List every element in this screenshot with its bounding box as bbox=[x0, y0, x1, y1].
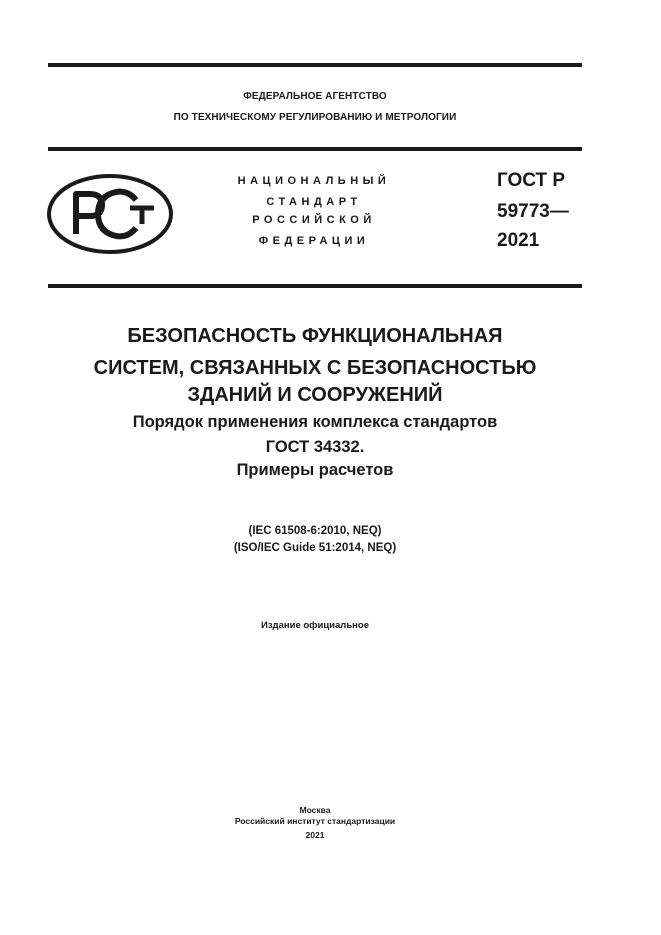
imprint-year: 2021 bbox=[305, 830, 325, 840]
reference-standard-2: (ISO/IEC Guide 51:2014, NEQ) bbox=[233, 542, 397, 554]
agency-name-line2: ПО ТЕХНИЧЕСКОМУ РЕГУЛИРОВАНИЮ И МЕТРОЛОГИИ bbox=[173, 112, 457, 123]
document-title-line1: БЕЗОПАСНОСТЬ ФУНКЦИОНАЛЬНАЯ bbox=[127, 325, 503, 347]
standard-designation-line1: ГОСТ Р bbox=[497, 170, 566, 191]
document-subtitle-line1: Порядок применения комплекса стандартов bbox=[132, 413, 498, 431]
document-title-line2: СИСТЕМ, СВЯЗАННЫХ С БЕЗОПАСНОСТЬЮ bbox=[93, 357, 537, 379]
edition-note: Издание официальное bbox=[261, 620, 369, 631]
standard-designation-line3: 2021 bbox=[497, 230, 540, 251]
title-rule bbox=[48, 284, 582, 288]
agency-name-line1: ФЕДЕРАЛЬНОЕ АГЕНТСТВО bbox=[243, 91, 387, 102]
document-subtitle-line2: ГОСТ 34332. bbox=[265, 438, 365, 456]
document-title-line3: ЗДАНИЙ И СООРУЖЕНИЙ bbox=[187, 384, 443, 406]
standard-type-line4: ФЕДЕРАЦИИ bbox=[258, 235, 370, 247]
gost-r-certification-mark-icon bbox=[46, 172, 174, 256]
imprint-publisher: Российский институт стандартизации bbox=[234, 816, 396, 826]
standard-type-line3: РОССИЙСКОЙ bbox=[252, 214, 376, 226]
reference-standard-1: (IEC 61508-6:2010, NEQ) bbox=[248, 525, 382, 537]
document-subtitle-line3: Примеры расчетов bbox=[236, 461, 394, 479]
standard-designation-line2: 59773— bbox=[497, 201, 569, 222]
header-rule bbox=[48, 147, 582, 151]
top-rule bbox=[48, 63, 582, 67]
standard-type-line1: НАЦИОНАЛЬНЫЙ bbox=[237, 175, 391, 187]
standard-type-line2: СТАНДАРТ bbox=[266, 196, 362, 208]
imprint-city: Москва bbox=[299, 805, 331, 815]
